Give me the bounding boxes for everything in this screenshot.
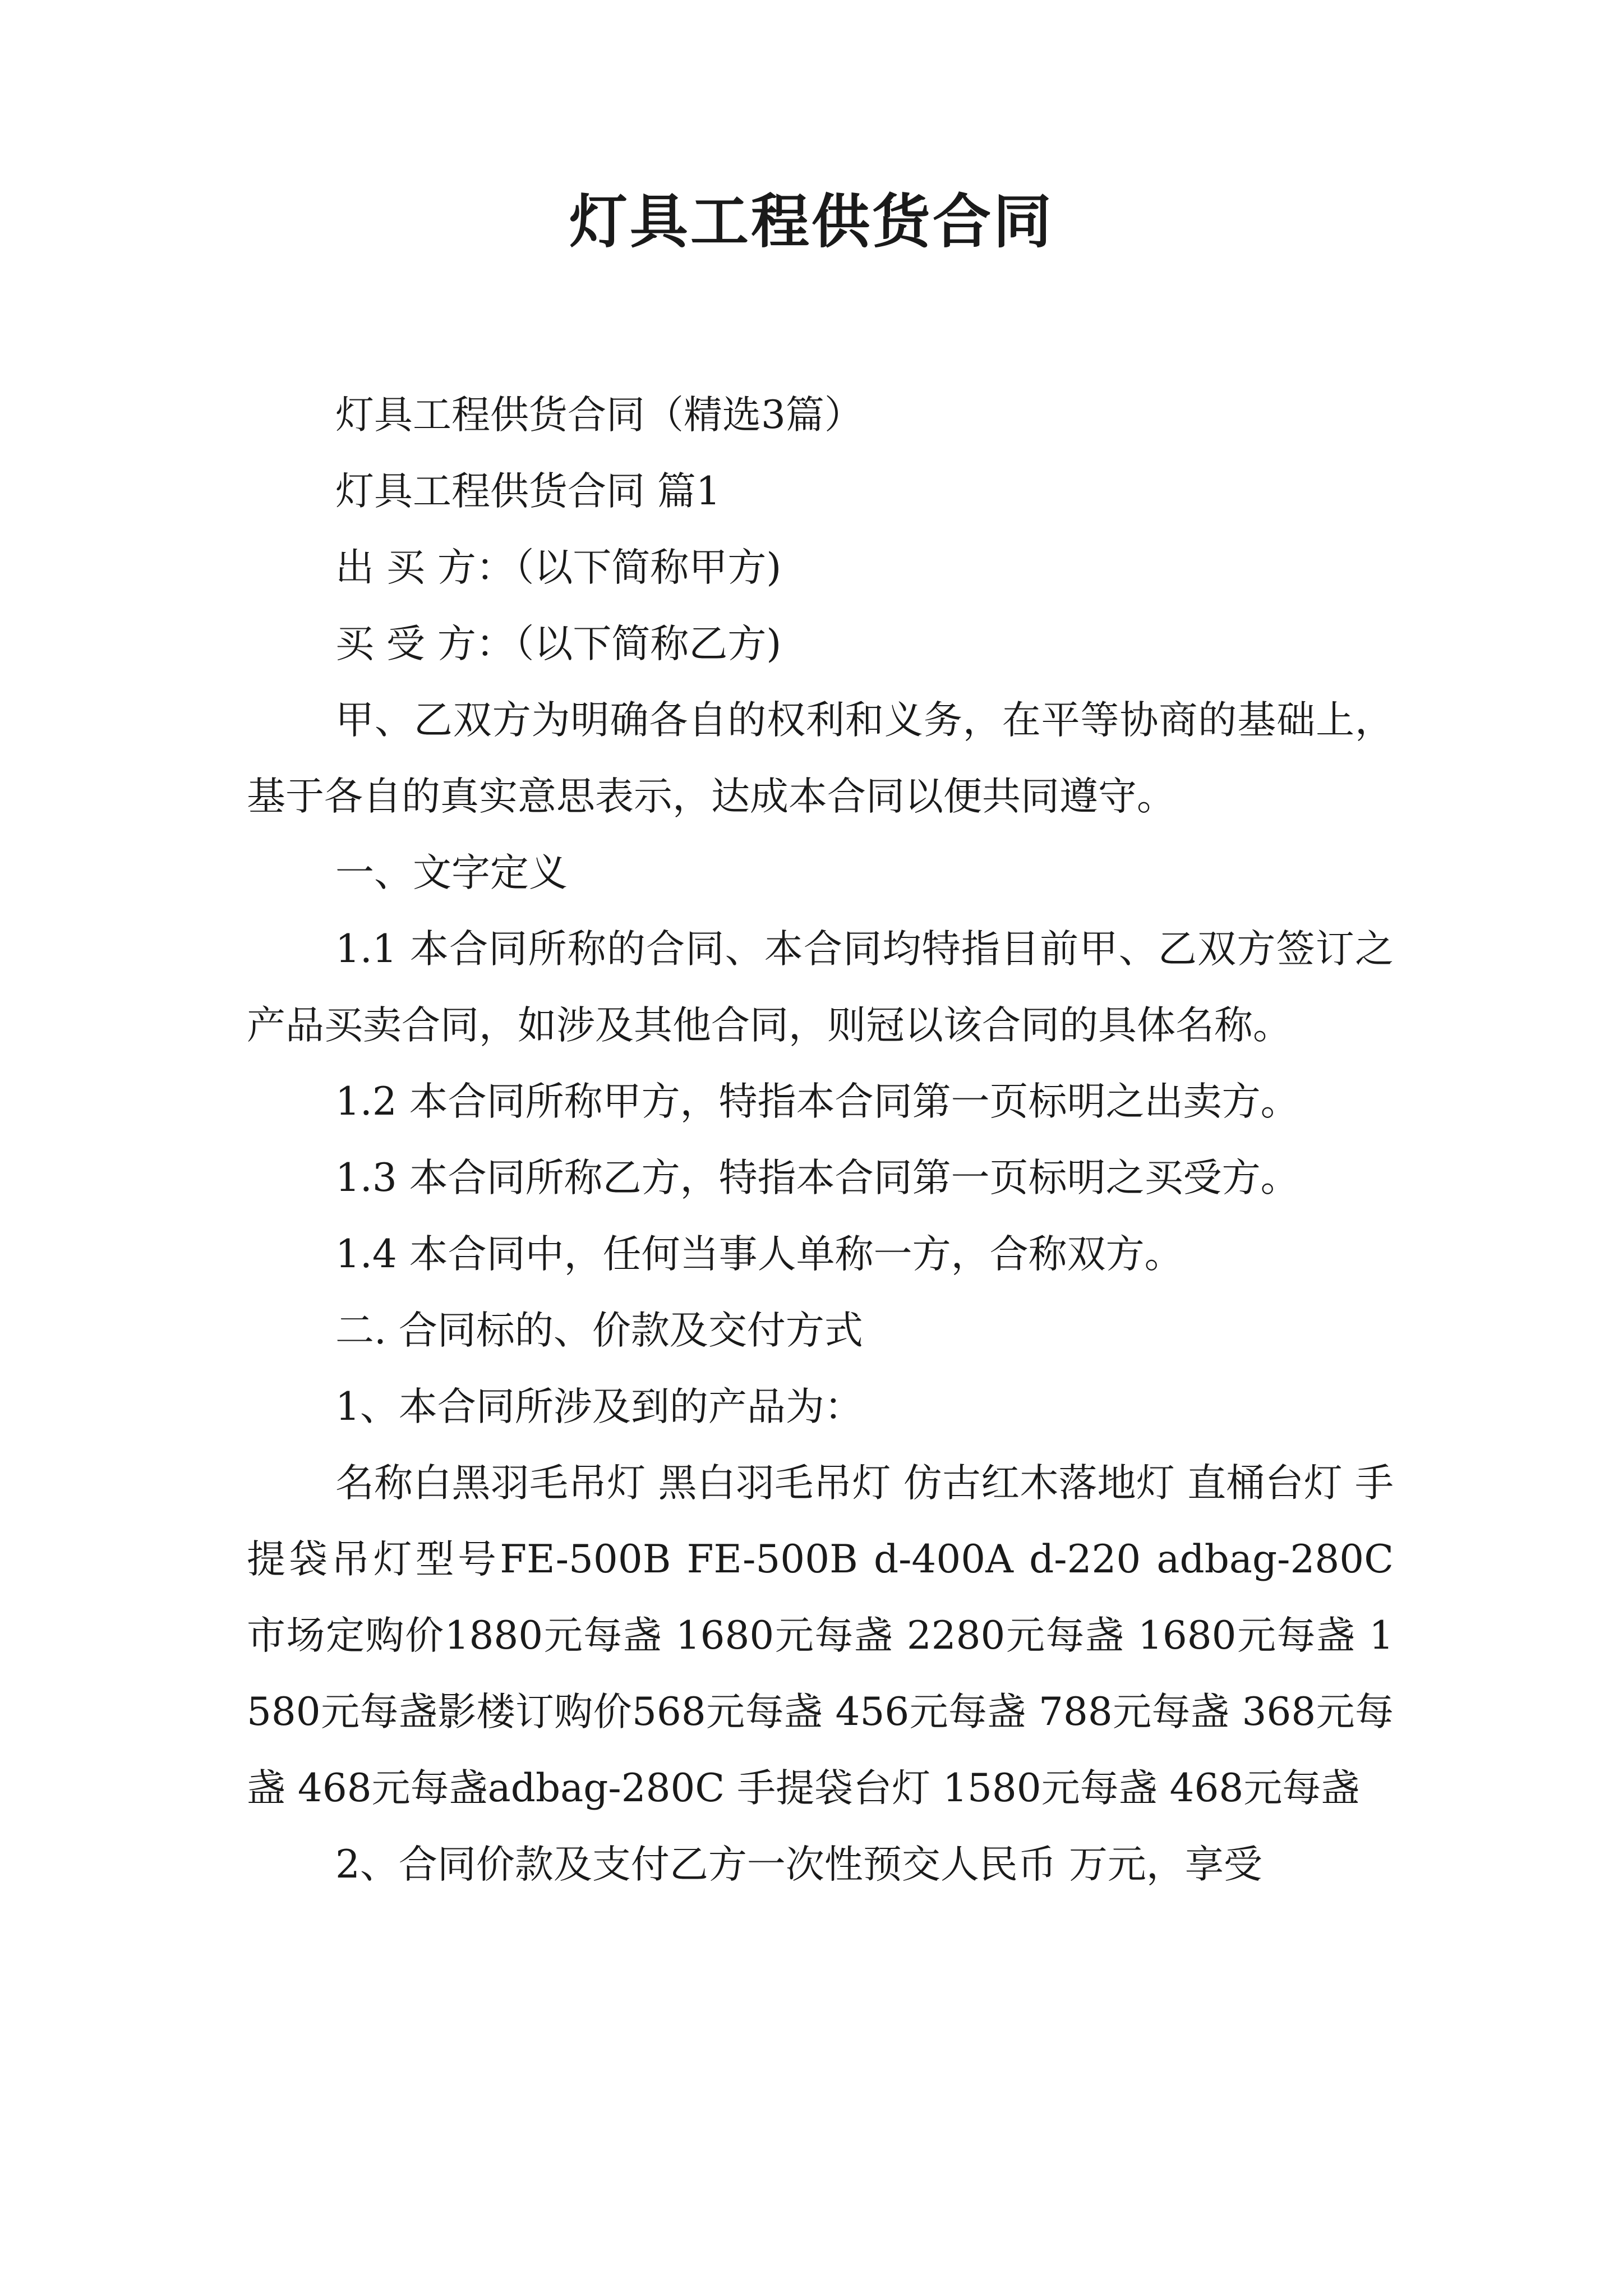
paragraph-seller: 出 买 方：（以下简称甲方) (335, 545, 782, 590)
paragraph-clause-1-2: 1.2 本合同所称甲方，特指本合同第一页标明之出卖方。 (335, 1079, 1299, 1124)
document-body (247, 377, 1394, 1903)
paragraph-definitions-heading: 一、文字定义 (335, 850, 568, 895)
paragraph-preamble: 甲、乙双方为明确各自的权利和义务，在平等协商的基础上，基于各自的真实意思表示，达成本合同以便共同遵守。 (247, 698, 1394, 819)
paragraph-clause-1-3: 1.3 本合同所称乙方，特指本合同第一页标明之买受方。 (335, 1156, 1299, 1200)
paragraph-section-heading: 灯具工程供货合同 篇1 (335, 469, 721, 514)
paragraph-product-list: 名称白黑羽毛吊灯 黑白羽毛吊灯 仿古红木落地灯 直桶台灯 手提袋吊灯型号FE-500B FE-500B d-400A d-220 adbag-280C市场定购价1880元每盏 1680元每盏 2280元每盏 1680元每盏 1580元每盏影楼订购价568元每盏 456元每盏 788元每盏 368元每盏 468元每盏adbag-280C 手提袋台灯 1580元每盏 468元每盏 (247, 1461, 1394, 1811)
paragraph-clause-1-4: 1.4 本合同中，任何当事人单称一方，合称双方。 (335, 1232, 1183, 1277)
paragraph-subject-heading: 二. 合同标的、价款及交付方式 (335, 1308, 863, 1353)
paragraph-subtitle: 灯具工程供货合同（精选3篇） (335, 393, 863, 438)
paragraph-products-intro: 1、本合同所涉及到的产品为： (335, 1384, 863, 1429)
paragraph-clause-1-1: 1.1 本合同所称的合同、本合同均特指目前甲、乙双方签订之产品买卖合同，如涉及其他合同，则冠以该合同的具体名称。 (247, 927, 1394, 1048)
paragraph-buyer: 买 受 方：（以下简称乙方) (335, 622, 782, 666)
paragraph-payment: 2、合同价款及支付乙方一次性预交人民币 万元，享受 (335, 1842, 1262, 1887)
document-title: 灯具工程供货合同 (569, 187, 1054, 256)
